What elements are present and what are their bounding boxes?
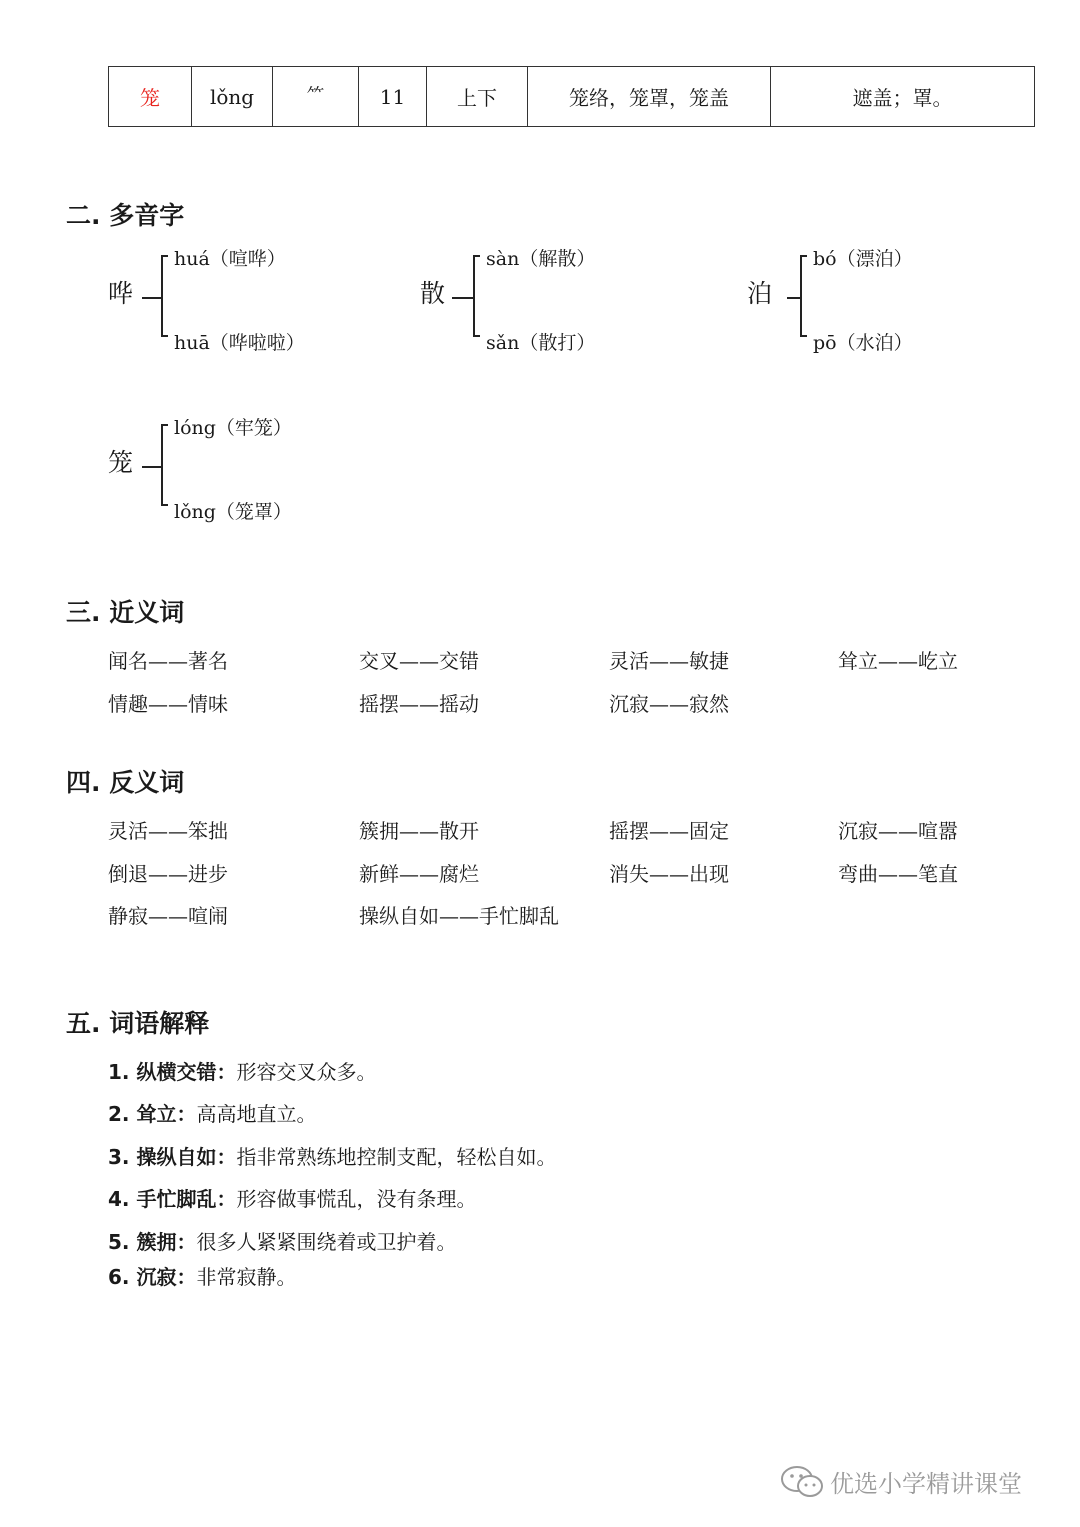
polyphonic-char: 散 xyxy=(420,279,446,308)
definition-term: 3. 操纵自如： xyxy=(108,1145,237,1169)
polyphonic-reading: huá（喧哗） xyxy=(174,248,286,270)
polyphonic-reading: sǎn（散打） xyxy=(486,332,596,354)
synonym-pair: 沉寂——寂然 xyxy=(609,692,729,716)
antonym-pair: 新鲜——腐烂 xyxy=(359,862,479,886)
brace-icon xyxy=(136,244,172,348)
watermark xyxy=(780,1462,1050,1502)
polyphonic-group xyxy=(108,244,408,354)
definition-item xyxy=(108,1226,456,1255)
polyphonic-reading: lǒng（笼罩） xyxy=(174,501,292,523)
antonym-pair: 沉寂——喧嚣 xyxy=(838,819,958,843)
polyphonic-reading: pō（水泊） xyxy=(813,332,913,354)
definition-text: 高高地直立。 xyxy=(196,1102,317,1126)
table-cell-words: 笼络，笼罩，笼盖 xyxy=(528,67,771,127)
antonym-pair: 灵活——笨拙 xyxy=(108,819,228,843)
definition-item xyxy=(108,1261,296,1290)
polyphonic-reading: sàn（解散） xyxy=(486,248,596,270)
definition-item xyxy=(108,1183,476,1212)
synonym-pair: 情趣——情味 xyxy=(108,692,228,716)
section-title-polyphonic: 二. 多音字 xyxy=(66,201,185,230)
polyphonic-char: 笼 xyxy=(108,448,134,477)
antonym-pair: 簇拥——散开 xyxy=(359,819,479,843)
watermark-text: 优选小学精讲课堂 xyxy=(830,1470,1022,1498)
polyphonic-char: 哗 xyxy=(108,279,134,308)
antonym-pair: 消失——出现 xyxy=(609,862,729,886)
definition-term: 5. 簇拥： xyxy=(108,1230,197,1254)
antonym-pair: 摇摆——固定 xyxy=(609,819,729,843)
polyphonic-reading: huā（哗啦啦） xyxy=(174,332,305,354)
table-cell-character: 笼 xyxy=(109,67,192,127)
definition-text: 非常寂静。 xyxy=(196,1265,297,1289)
synonym-pair: 耸立——屹立 xyxy=(838,649,958,673)
definition-term: 4. 手忙脚乱： xyxy=(108,1187,237,1211)
section-title-synonyms: 三. 近义词 xyxy=(66,598,185,627)
definition-text: 很多人紧紧围绕着或卫护着。 xyxy=(196,1230,457,1254)
definition-term: 2. 耸立： xyxy=(108,1102,197,1126)
antonym-pair: 倒退——进步 xyxy=(108,862,228,886)
polyphonic-group xyxy=(747,244,1047,354)
antonym-pair: 弯曲——笔直 xyxy=(838,862,958,886)
polyphonic-group xyxy=(420,244,720,354)
table-cell-meaning: 遮盖；罩。 xyxy=(771,67,1035,127)
section-title-definitions: 五. 词语解释 xyxy=(66,1009,210,1038)
character-table xyxy=(108,66,1035,127)
definition-item xyxy=(108,1141,556,1170)
synonym-pair: 摇摆——摇动 xyxy=(359,692,479,716)
wechat-icon xyxy=(780,1464,826,1500)
definition-item xyxy=(108,1098,316,1127)
definition-text: 指非常熟练地控制支配，轻松自如。 xyxy=(236,1145,557,1169)
brace-icon xyxy=(448,244,484,348)
section-title-antonyms: 四. 反义词 xyxy=(66,768,185,797)
brace-icon xyxy=(775,244,811,348)
polyphonic-reading: lóng（牢笼） xyxy=(174,417,292,439)
definition-term: 6. 沉寂： xyxy=(108,1265,197,1289)
definition-text: 形容交叉众多。 xyxy=(236,1060,377,1084)
table-row xyxy=(109,67,1035,127)
table-cell-pinyin: lǒng xyxy=(192,67,273,127)
table-cell-structure: 上下 xyxy=(427,67,528,127)
synonym-pair: 闻名——著名 xyxy=(108,649,228,673)
table-cell-strokes: 11 xyxy=(359,67,427,127)
synonym-pair: 交叉——交错 xyxy=(359,649,479,673)
antonym-pair: 操纵自如——手忙脚乱 xyxy=(359,904,559,928)
polyphonic-char: 泊 xyxy=(747,279,773,308)
polyphonic-group xyxy=(108,413,408,523)
synonym-pair: 灵活——敏捷 xyxy=(609,649,729,673)
polyphonic-reading: bó（漂泊） xyxy=(813,248,913,270)
table-cell-radical: ⺮ xyxy=(273,67,359,127)
definition-text: 形容做事慌乱，没有条理。 xyxy=(236,1187,477,1211)
definition-item xyxy=(108,1056,376,1085)
definition-term: 1. 纵横交错： xyxy=(108,1060,237,1084)
antonym-pair: 静寂——喧闹 xyxy=(108,904,228,928)
brace-icon xyxy=(136,413,172,517)
